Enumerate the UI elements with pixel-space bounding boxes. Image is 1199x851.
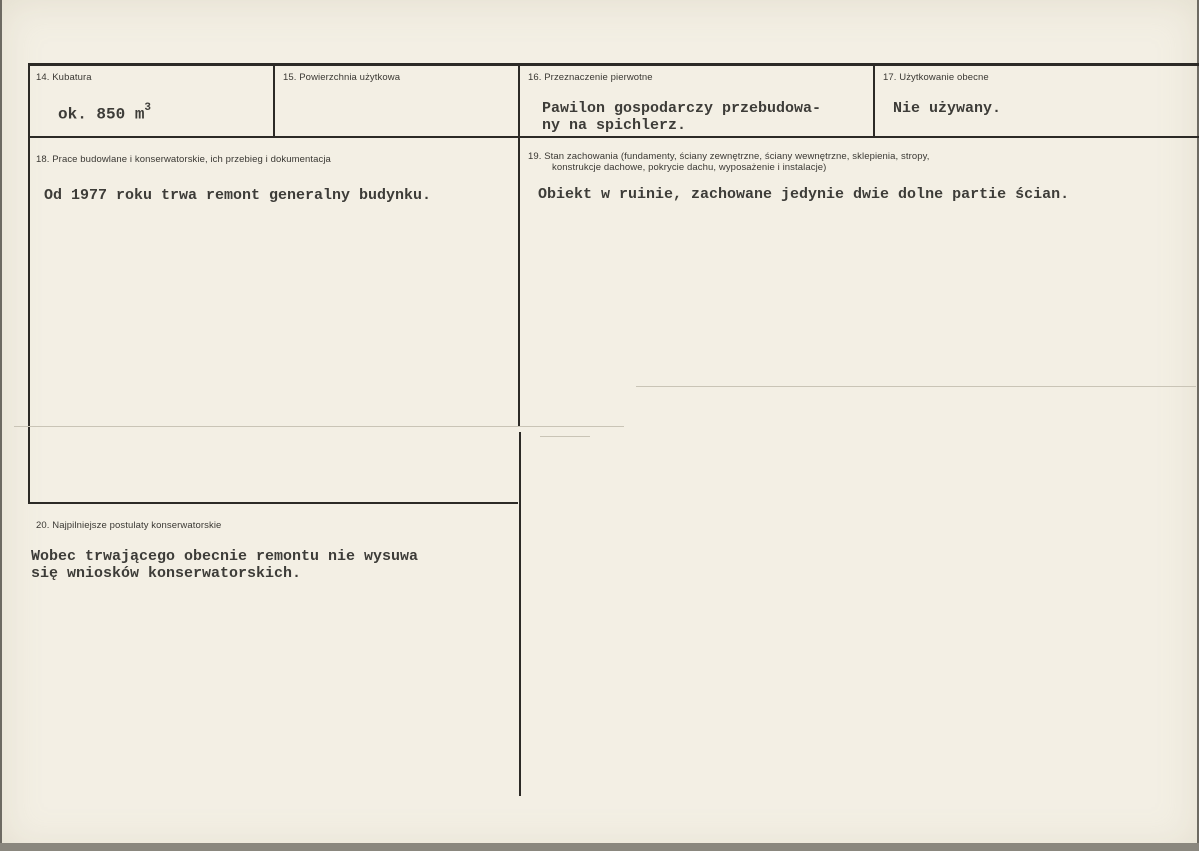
middle-divider-lower bbox=[519, 432, 521, 796]
divider-14-15 bbox=[273, 63, 275, 138]
field-17-value: Nie używany. bbox=[893, 100, 1002, 117]
fold-line-right bbox=[636, 386, 1196, 387]
middle-divider bbox=[518, 136, 520, 426]
field-15-label: 15. Powierzchnia użytkowa bbox=[283, 72, 401, 83]
field-14-value-sup: 3 bbox=[144, 102, 152, 114]
field18-bottom-rule bbox=[28, 502, 518, 504]
field-18-value: Od 1977 roku trwa remont generalny budynku. bbox=[44, 187, 432, 204]
card-edge-bottom bbox=[0, 843, 1199, 851]
field-14-label: 14. Kubatura bbox=[36, 72, 92, 83]
card-edge-left bbox=[0, 0, 2, 851]
field-20-value-line2: się wniosków konserwatorskich. bbox=[31, 565, 302, 582]
field-19-label-line1: 19. Stan zachowania (fundamenty, ściany zewnętrzne, ściany wewnętrzne, sklepienia, stropy, bbox=[528, 151, 930, 162]
divider-15-16 bbox=[518, 63, 520, 138]
left-rule bbox=[28, 63, 30, 503]
field-16-value-line1: Pawilon gospodarczy przebudowa- bbox=[542, 100, 822, 117]
field-20-value-line1: Wobec trwającego obecnie remontu nie wysuwa bbox=[31, 548, 419, 565]
row1-bottom-rule bbox=[28, 136, 1199, 138]
field-14-value-text: ok. 850 m bbox=[58, 105, 145, 124]
divider-16-17 bbox=[873, 63, 875, 138]
field-19-value: Obiekt w ruinie, zachowane jedynie dwie dolne partie ścian. bbox=[538, 186, 1070, 203]
field-18-label: 18. Prace budowlane i konserwatorskie, ich przebieg i dokumentacja bbox=[36, 154, 331, 165]
field-17-label: 17. Użytkowanie obecne bbox=[883, 72, 989, 83]
field-16-label: 16. Przeznaczenie pierwotne bbox=[528, 72, 653, 83]
top-rule bbox=[28, 63, 1199, 66]
field-20-label: 20. Najpilniejsze postulaty konserwatorskie bbox=[36, 520, 222, 531]
fold-line-left bbox=[14, 426, 624, 427]
field-16-value-line2: ny na spichlerz. bbox=[542, 117, 687, 134]
fold-line-mid bbox=[540, 436, 590, 437]
field-19-label-line2: konstrukcje dachowe, pokrycie dachu, wyposażenie i instalacje) bbox=[552, 162, 827, 173]
field-14-value bbox=[58, 102, 151, 123]
